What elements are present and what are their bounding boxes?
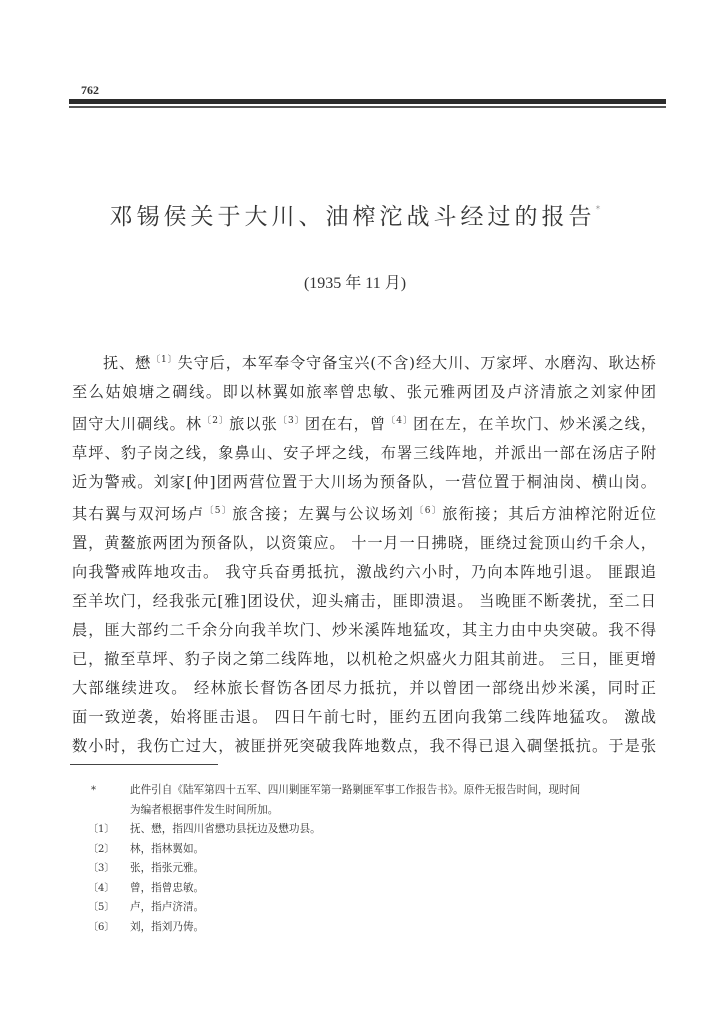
body-text-segment: 团在右，曾 xyxy=(304,415,387,433)
title-footnote-mark: * xyxy=(595,204,601,215)
body-text-segment: 抚、懋 xyxy=(103,354,152,372)
body-line xyxy=(72,558,656,587)
footnote-text xyxy=(130,859,673,879)
footnote-text xyxy=(130,781,673,820)
footnote-mark: * xyxy=(91,785,96,796)
title-text: 邓锡侯关于大川、油榨沱战斗经过的报告 xyxy=(109,204,596,230)
body-text-segment: 面一致逆袭，始将匪击退。 四日午前七时，匪约五团向我第二线阵地猛攻。 激战 xyxy=(72,708,656,726)
footnote-reference: 〔4〕 xyxy=(386,416,414,426)
body-text-segment: 其右翼与双河场卢 xyxy=(72,505,205,523)
body-text-segment: 至么姑娘塘之碉线。即以林翼如旅率曾忠敏、张元雅两团及卢济清旅之刘家仲团 xyxy=(72,383,656,401)
body-line xyxy=(72,587,656,616)
body-line xyxy=(72,529,656,558)
body-text-segment: 置，黄鳌旅两团为预备队，以资策应。 十一月一日拂晓，匪绕过瓮顶山约千余人， xyxy=(72,534,656,552)
footnote-mark: 〔4〕 xyxy=(88,882,115,894)
footnote-item xyxy=(88,918,673,938)
body-text-segment: 固守大川碉线。林 xyxy=(72,415,203,433)
body-line xyxy=(72,732,656,761)
body-line xyxy=(72,468,656,497)
footnote-item xyxy=(88,820,673,840)
footnote-mark: 〔3〕 xyxy=(88,863,115,874)
footnote-text xyxy=(130,820,673,840)
body-line xyxy=(72,645,656,674)
footnote-text xyxy=(130,879,673,899)
document-title xyxy=(0,198,710,231)
footnote-mark: 〔5〕 xyxy=(88,902,115,913)
body-line xyxy=(72,616,656,645)
body-line xyxy=(72,407,656,439)
body-line xyxy=(72,378,656,407)
body-text-segment: 向我警戒阵地攻击。 我守兵奋勇抵抗，激战约六小时，乃向本阵地引退。 匪跟追 xyxy=(72,563,656,581)
footnote-mark: 〔6〕 xyxy=(88,921,115,933)
body-text-segment: 失守后，本军奉令守备宝兴(不含)经大川、万家坪、水磨沟、耿达桥 xyxy=(177,354,656,372)
footnote-reference: 〔5〕 xyxy=(204,506,233,516)
footnote-mark: 〔2〕 xyxy=(88,843,115,855)
footnote-line: 张，指张元雅。 xyxy=(130,862,205,874)
body-text-segment: 大部继续进攻。 经林旅长督饬各团尽力抵抗，并以曾团一部绕出炒米溪，同时正 xyxy=(72,679,656,697)
header-rule-thin xyxy=(69,106,666,108)
footnote-line: 刘，指刘乃俦。 xyxy=(130,920,205,933)
body-text-segment: 旅以张 xyxy=(229,415,278,433)
page-number: 762 xyxy=(81,83,99,97)
body-text-segment: 旅衔接；其后方油榨沱附近位 xyxy=(442,505,657,523)
body-text-segment: 旅含接；左翼与公议场刘 xyxy=(232,505,415,523)
footnote-reference: 〔1〕 xyxy=(151,355,178,365)
footnote-line: 为编者根据事件发生时间所加。 xyxy=(130,803,279,816)
body-line xyxy=(72,497,656,529)
body-line xyxy=(72,703,656,732)
footnotes xyxy=(88,781,673,937)
footnote-line: 林，指林翼如。 xyxy=(130,842,205,855)
body-line xyxy=(72,439,656,468)
footnote-line: 曾，指曾忠敏。 xyxy=(130,881,205,894)
footnote-mark: 〔1〕 xyxy=(88,824,115,835)
footnote-line: 此件引自《陆军第四十五军、四川剿匪军第一路剿匪军事工作报告书》。原件无报告时间，现时间 xyxy=(130,784,581,796)
body-text-segment: 近为警戒。刘家[仲]团两营位置于大川场为预备队，一营位置于桐油岗、横山岗。 xyxy=(72,473,656,491)
document-date: (1935 年 11 月) xyxy=(303,275,407,292)
body-text-segment: 至羊坎门，经我张元[雅]团设伏，迎头痛击，匪即溃退。 当晚匪不断袭扰，至二日 xyxy=(72,592,656,610)
footnote-text xyxy=(130,918,673,938)
footnote-item xyxy=(88,859,673,879)
header-rule-thick xyxy=(69,99,666,104)
footnote-reference: 〔3〕 xyxy=(277,416,305,426)
body-text-segment: 已，撤至草坪、豹子岗之第二线阵地，以机枪之炽盛火力阻其前进。 三日，匪更增 xyxy=(72,650,656,668)
body-text xyxy=(72,346,656,761)
body-text-segment: 数小时，我伤亡过大，被匪拼死突破我阵地数点，我不得已退入碉堡抵抗。于是张 xyxy=(72,737,656,755)
body-text-segment: 团在左，在羊坎门、炒米溪之线， xyxy=(413,415,657,433)
footnote-reference: 〔2〕 xyxy=(202,416,230,426)
footnote-item xyxy=(88,840,673,860)
footnote-line: 抚、懋，指四川省懋功县抚边及懋功县。 xyxy=(130,823,321,835)
footnote-item xyxy=(88,879,673,899)
footnote-item xyxy=(88,898,673,918)
footnote-divider xyxy=(70,764,218,765)
body-line xyxy=(72,674,656,703)
footnote-item xyxy=(88,781,673,820)
footnote-line: 卢，指卢济清。 xyxy=(130,901,205,913)
body-text-segment: 晨，匪大部约二千余分向我羊坎门、炒米溪阵地猛攻，其主力由中央突破。我不得 xyxy=(72,621,656,639)
footnote-text xyxy=(130,898,673,918)
footnote-reference: 〔6〕 xyxy=(414,506,443,516)
body-text-segment: 草坪、豹子岗之线，象鼻山、安子坪之线，布署三线阵地，并派出一部在汤店子附 xyxy=(72,444,656,462)
footnote-text xyxy=(130,840,673,860)
body-line xyxy=(72,346,656,378)
